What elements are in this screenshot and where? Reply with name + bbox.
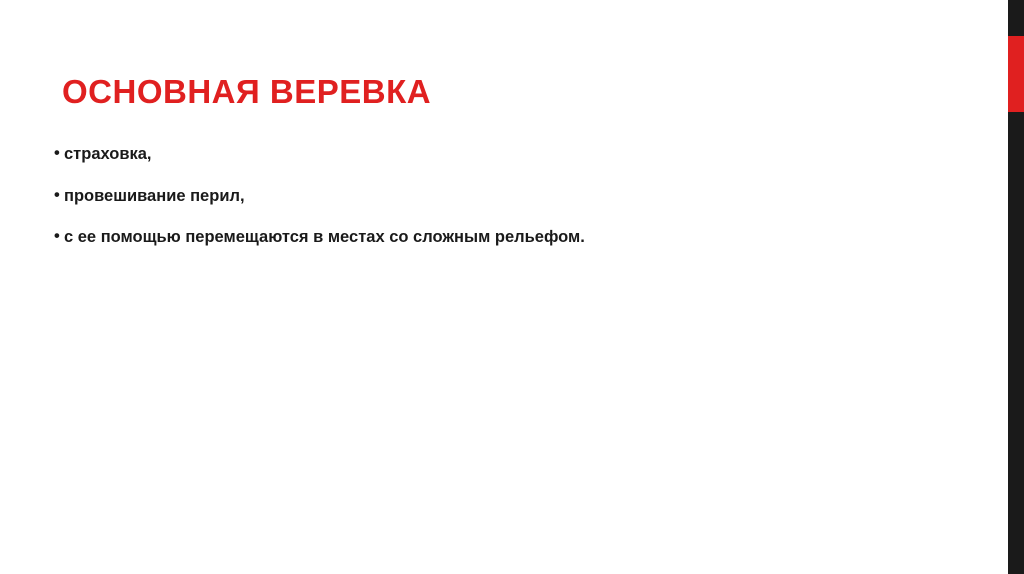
list-item-label: страховка, [64,145,152,163]
right-edge-bar-accent [1008,36,1024,112]
list-item-label: провешивание перил, [64,186,245,205]
list-item [54,186,934,207]
right-edge-bar-bottom [1008,112,1024,574]
bullet-icon: • [54,227,60,246]
bullet-list [54,144,934,269]
bullet-icon: • [54,185,60,204]
list-item-label: с ее помощью перемещаются в местах со сложным рельефом. [64,228,585,247]
list-item [54,144,934,165]
page-title: ОСНОВНАЯ ВЕРЕВКА [62,73,432,110]
right-edge-bar-top [1008,0,1024,36]
bullet-icon: • [54,144,60,162]
list-item [54,227,934,248]
